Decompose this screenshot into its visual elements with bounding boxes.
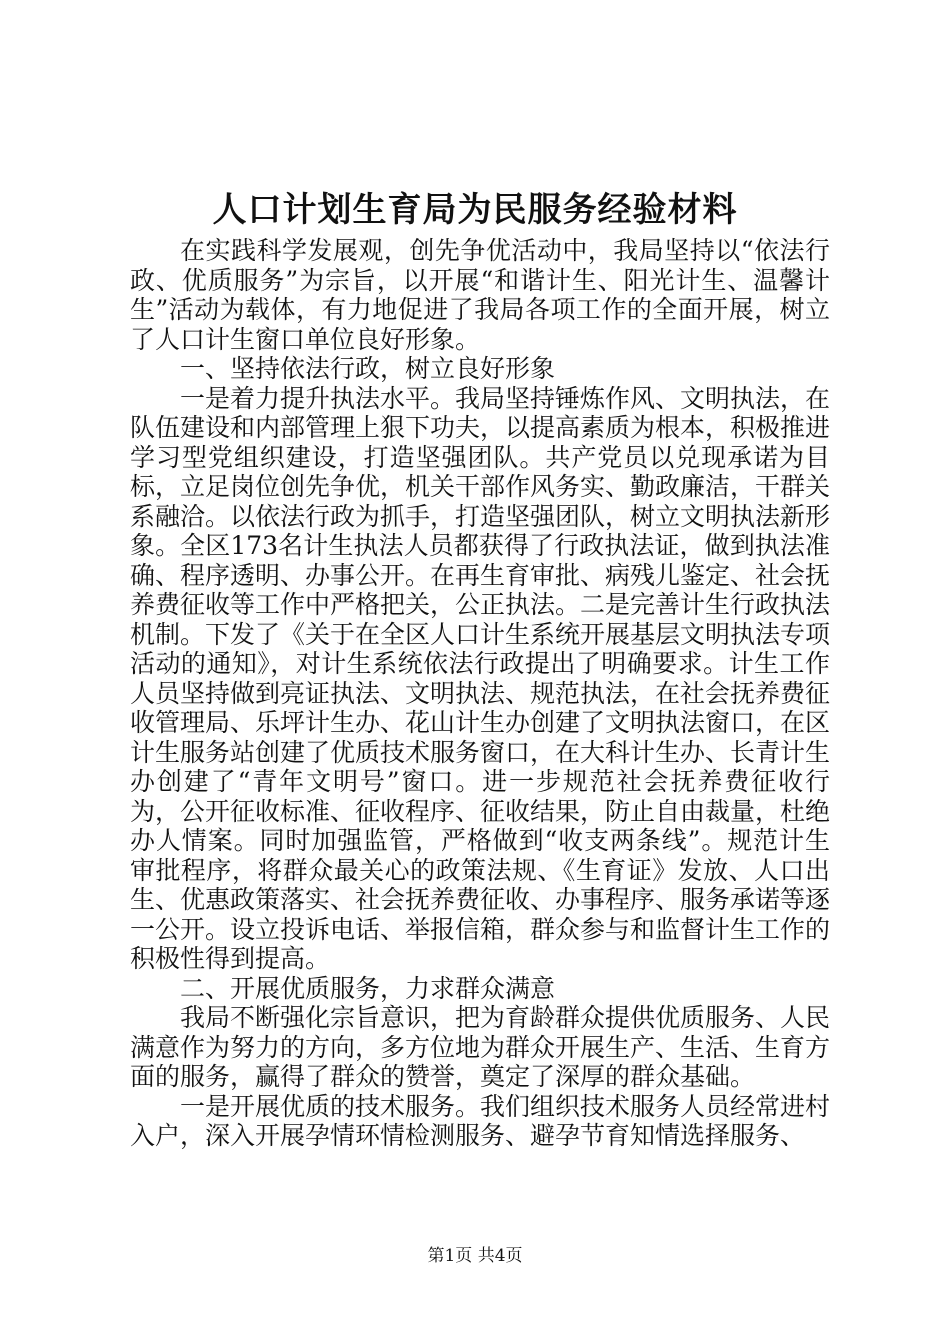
paragraph-technical-service: 一是开展优质的技术服务。我们组织技术服务人员经常进村入户，深入开展孕情环情检测服务、避孕节育知情选择服务、 — [130, 1091, 831, 1150]
paragraph-law-enforcement: 一是着力提升执法水平。我局坚持锤炼作风、文明执法，在队伍建设和内部管理上狠下功夫，以提高素质为根本，积极推进学习型党组织建设，打造坚强团队。共产党员以兑现承诺为目标，立足岗位创先争优，机关干部作风务实、勤政廉洁，干群关系融洽。以依法行政为抓手，打造坚强团队，树立文明执法新形象。全区173名计生执法人员都获得了行政执法证，做到执法准确、程序透明、办事公开。在再生育审批、病残儿鉴定、社会抚养费征收等工作中严格把关，公正执法。二是完善计生行政执法机制。下发了《关于在全区人口计生系统开展基层文明执法专项活动的通知》，对计生系统依法行政提出了明确要求。计生工作人员坚持做到亮证执法、文明执法、规范执法，在社会抚养费征收管理局、乐坪计生办、花山计生办创建了文明执法窗口，在区计生服务站创建了优质技术服务窗口，在大科计生办、长青计生办创建了“青年文明号”窗口。进一步规范社会抚养费征收行为，公开征收标准、征收程序、征收结果，防止自由裁量，杜绝办人情案。同时加强监管，严格做到“收支两条线”。规范计生审批程序，将群众最关心的政策法规、《生育证》发放、人口出生、优惠政策落实、社会抚养费征收、办事程序、服务承诺等逐一公开。设立投诉电话、举报信箱，群众参与和监督计生工作的积极性得到提高。 — [130, 383, 831, 973]
paragraph-intro: 在实践科学发展观，创先争优活动中，我局坚持以“依法行政、优质服务”为宗旨，以开展“和谐计生、阳光计生、温馨计生”活动为载体，有力地促进了我局各项工作的全面开展，树立了人口计生窗口单位良好形象。 — [130, 236, 830, 354]
section-heading-1: 一、坚持依法行政，树立良好形象 — [180, 354, 556, 383]
document-title: 人口计划生育局为民服务经验材料 — [212, 190, 738, 230]
section-heading-2: 二、开展优质服务，力求群众满意 — [180, 973, 556, 1003]
page-number: 第1页 共4页 — [427, 1246, 523, 1266]
paragraph-service-intro: 我局不断强化宗旨意识，把为育龄群众提供优质服务、人民满意作为努力的方向，多方位地为群众开展生产、生活、生育方面的服务，赢得了群众的赞誉，奠定了深厚的群众基础。 — [130, 1003, 831, 1091]
document-body — [130, 236, 830, 1151]
